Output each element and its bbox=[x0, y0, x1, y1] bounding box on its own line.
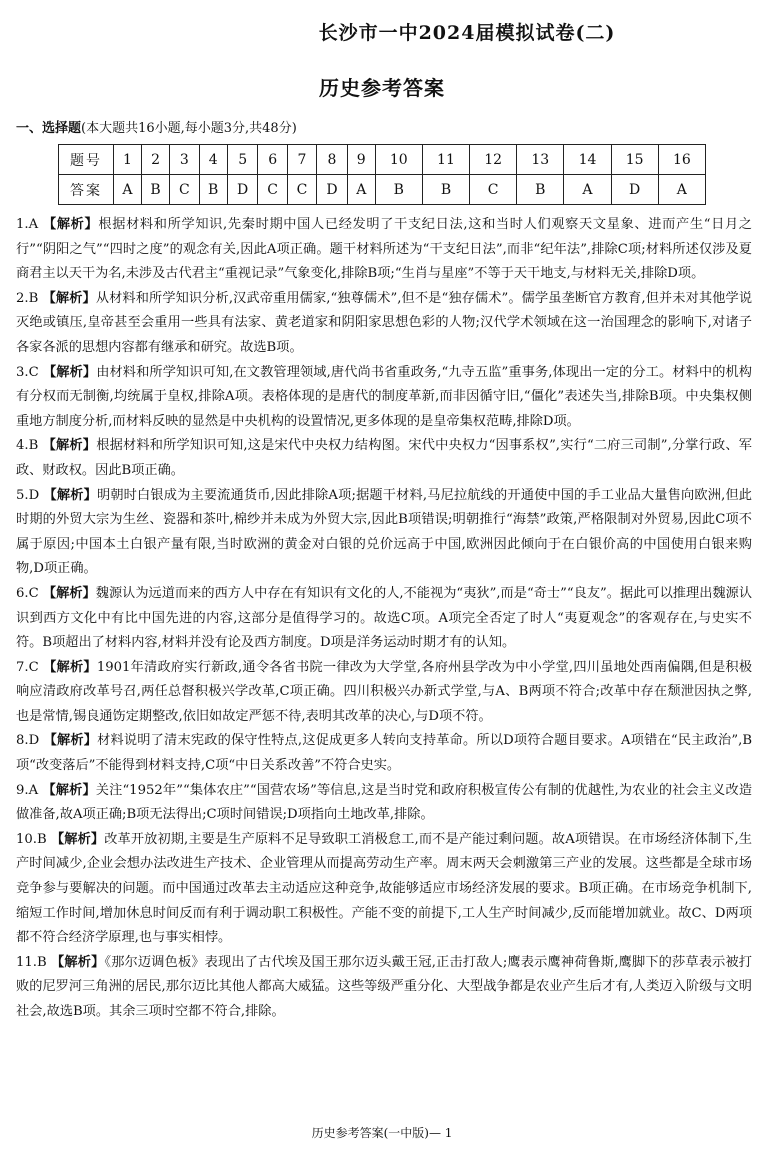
answer-cell: D bbox=[227, 175, 258, 205]
explanation-item bbox=[16, 213, 752, 287]
analysis-tag: 【解析】 bbox=[43, 659, 97, 675]
item-number: 5.D bbox=[16, 487, 40, 503]
question-number-cell: 4 bbox=[199, 145, 227, 175]
answer-cell: A bbox=[114, 175, 142, 205]
question-number-cell: 9 bbox=[347, 145, 375, 175]
item-number: 2.B bbox=[16, 290, 39, 306]
analysis-text: 根据材料和所学知识,先秦时期中国人已经发明了干支纪日法,这和当时人们观察天文星象、进而产生“日月之行”“阴阳之气”“四时之度”的观念有关,因此A项正确。题干材料所述为“干支纪日法”,而非“纪年法”,排除C项;材料所述仅涉及夏商君主以天干为名,未涉及古代君主“重视记录”气象变化,排除B项;“生肖与星座”不等于天干地支,与材料无关,排除D项。 bbox=[16, 217, 752, 282]
analysis-tag: 【解析】 bbox=[42, 290, 96, 306]
analysis-tag: 【解析】 bbox=[43, 487, 97, 503]
answer-cell: C bbox=[258, 175, 287, 205]
analysis-tag: 【解析】 bbox=[42, 585, 96, 601]
question-number-cell: 6 bbox=[258, 145, 287, 175]
question-number-cell: 3 bbox=[170, 145, 199, 175]
question-number-row bbox=[59, 145, 706, 175]
question-number-cell: 11 bbox=[422, 145, 469, 175]
answer-cell: C bbox=[170, 175, 199, 205]
answer-cell: A bbox=[658, 175, 705, 205]
analysis-tag: 【解析】 bbox=[43, 733, 98, 749]
analysis-text: 根据材料和所学知识可知,这是宋代中央权力结构图。宋代中央权力“因事系权”,实行“二府三司制”,分掌行政、军政、财政权。因此B项正确。 bbox=[16, 438, 752, 478]
question-number-cell: 14 bbox=[564, 145, 611, 175]
analysis-tag: 【解析】 bbox=[50, 831, 105, 847]
explanation-item bbox=[16, 656, 752, 730]
document-title: 历史参考答案 bbox=[319, 76, 445, 100]
explanation-item bbox=[16, 828, 752, 951]
answer-cell: B bbox=[199, 175, 227, 205]
section-heading bbox=[16, 117, 297, 136]
analysis-text: 关注“1952年”“集体农庄”“国营农场”等信息,这是当时党和政府积极宣传公有制的优越性,为农业的社会主义改造做准备,故A项正确;B项无法得出;C项时间错误;D项指向土地改革,排除。 bbox=[16, 782, 753, 823]
explanation-item bbox=[16, 951, 752, 1025]
analysis-tag: 【解析】 bbox=[51, 954, 105, 970]
question-number-cell: 13 bbox=[517, 145, 564, 175]
answer-cell: B bbox=[375, 175, 422, 205]
analysis-text: 材料说明了清末宪政的保守性特点,这促成更多人转向支持革命。所以D项符合题目要求。A项错在“民主政治”,B项“改变落后”不能得到材料支持,C项“中日关系改善”不符合史实。 bbox=[16, 733, 753, 774]
answer-cell: D bbox=[611, 175, 658, 205]
row-label-question: 题号 bbox=[59, 145, 114, 175]
item-number: 1.A bbox=[16, 217, 39, 232]
explanation-item bbox=[16, 582, 752, 656]
answer-cell: D bbox=[317, 175, 348, 205]
explanation-item bbox=[16, 779, 752, 828]
item-number: 10.B bbox=[16, 831, 47, 847]
analysis-text: 明朝时白银成为主要流通货币,因此排除A项;据题干材料,马尼拉航线的开通使中国的手工业品大量售向欧洲,但此时期的外贸大宗为生丝、瓷器和茶叶,棉纱并未成为外贸大宗,因此B项错误;明朝推行“海禁”政策,严格限制对外贸易,因此C项不属于原因;中国本土白银产量有限,当时欧洲的黄金对白银的兑价远高于中国,欧洲因此倾向于在白银价高的中国使用白银来购物,D项正确。 bbox=[16, 487, 752, 577]
analysis-text: 魏源认为远道而来的西方人中存在有知识有文化的人,不能视为“夷狄”,而是“奇士”“良友”。据此可以推理出魏源认识到西方文化中有比中国先进的内容,这部分是值得学习的。故选C项。A项完全否定了时人“夷夏观念”的客观存在,与史实不符。B项超出了材料内容,材料并没有论及西方制度。D项是洋务运动时期才有的认知。 bbox=[16, 585, 753, 651]
question-number-cell: 8 bbox=[317, 145, 348, 175]
item-number: 4.B bbox=[16, 438, 39, 454]
row-label-answer: 答案 bbox=[59, 175, 114, 205]
section-note: (本大题共16小题,每小题3分,共48分) bbox=[81, 121, 297, 136]
analysis-text: 由材料和所学知识可知,在文教管理领域,唐代尚书省重政务,“九寺五监”重事务,体现出一定的分工。材料中的机构有分权而无制衡,均统属于皇权,排除A项。表格体现的是唐代的制度革新,而非因循守旧,“僵化”表述失当,排除B项。中央集权侧重地方制度分析,而材料反映的显然是中央机构的设置情况,更多体现的是皇帝集权范畴,排除D项。 bbox=[16, 364, 752, 429]
analysis-tag: 【解析】 bbox=[42, 438, 97, 454]
analysis-text: 1901年清政府实行新政,通令各省书院一律改为大学堂,各府州县学改为中小学堂,四川虽地处西南偏隅,但是积极响应清政府改革号召,两任总督积极兴学改革,C项正确。四川积极兴办新式学堂,与A、B两项不符合;改革中存在颓泄因执之弊,也是常情,锡良通饬定期整改,依旧如故定严惩不待,表明其改革的决心,与D项不符。 bbox=[16, 659, 753, 724]
question-number-cell: 15 bbox=[611, 145, 658, 175]
item-number: 11.B bbox=[16, 954, 47, 970]
question-number-cell: 7 bbox=[287, 145, 316, 175]
answer-cell: A bbox=[564, 175, 611, 205]
question-number-cell: 1 bbox=[114, 145, 142, 175]
answer-cell: C bbox=[287, 175, 316, 205]
question-number-cell: 12 bbox=[470, 145, 517, 175]
question-number-cell: 5 bbox=[227, 145, 258, 175]
section-label: 一、选择题 bbox=[16, 121, 82, 136]
exam-header-title: 长沙市一中2024届模拟试卷(二) bbox=[318, 22, 616, 44]
analysis-text: 改革开放初期,主要是生产原料不足导致职工消极怠工,而不是产能过剩问题。故A项错误。在市场经济体制下,生产时间减少,企业会想办法改进生产技术、企业管理从而提高劳动生产率。周末两天会刺激第三产业的发展。这些都是全球市场竞争参与要解决的问题。而中国通过改革去主动适应这种竞争,故能够适应市场经济发展的要求。B项正确。在市场竞争机制下,缩短工作时间,增加休息时间反而有利于调动职工积极性。产能不变的前提下,工人生产时间减少,反而能增加就业。故C、D两项都不符合经济学原理,也与事实相悖。 bbox=[16, 831, 752, 946]
explanation-item bbox=[16, 361, 752, 435]
explanation-item bbox=[16, 434, 752, 483]
answer-cell: B bbox=[141, 175, 169, 205]
question-number-cell: 10 bbox=[375, 145, 422, 175]
answer-cell: B bbox=[517, 175, 564, 205]
analysis-tag: 【解析】 bbox=[43, 364, 97, 380]
question-number-cell: 16 bbox=[658, 145, 705, 175]
answer-table bbox=[58, 144, 706, 205]
answer-cell: C bbox=[470, 175, 517, 205]
analysis-text: 《那尔迈调色板》表现出了古代埃及国王那尔迈头戴王冠,正击打敌人;鹰表示鹰神荷鲁斯,鹰脚下的莎草表示被打败的尼罗河三角洲的居民,那尔迈比其他人都高大威猛。这些等级严重分化、大型战争都是农业产生后才有,人类迈入阶级与文明社会,故选B项。其余三项时空都不符合,排除。 bbox=[16, 954, 752, 1019]
answer-cell: A bbox=[347, 175, 375, 205]
explanation-item bbox=[16, 729, 752, 778]
analysis-text: 从材料和所学知识分析,汉武帝重用儒家,“独尊儒术”,但不是“独存儒术”。儒学虽垄断官方教育,但并未对其他学说灭绝或镇压,皇帝甚至会重用一些具有法家、黄老道家和阴阳家思想色彩的人物;汉代学术领域在这一治国理念的影响下,对诸子各家各派的思想内容都有继承和研究。故选B项。 bbox=[16, 290, 753, 355]
item-number: 8.D bbox=[16, 733, 40, 749]
question-number-cell: 2 bbox=[141, 145, 169, 175]
page-footer: 历史参考答案(一中版)— 1 bbox=[311, 1126, 453, 1140]
explanation-item bbox=[16, 287, 752, 361]
answer-cell: B bbox=[422, 175, 469, 205]
answer-row bbox=[59, 175, 706, 205]
explanations bbox=[16, 213, 752, 1025]
item-number: 9.A bbox=[16, 782, 39, 798]
analysis-tag: 【解析】 bbox=[42, 782, 96, 798]
explanation-item bbox=[16, 484, 752, 582]
analysis-tag: 【解析】 bbox=[42, 217, 99, 232]
item-number: 7.C bbox=[16, 659, 39, 675]
item-number: 6.C bbox=[16, 585, 39, 601]
item-number: 3.C bbox=[16, 364, 39, 380]
